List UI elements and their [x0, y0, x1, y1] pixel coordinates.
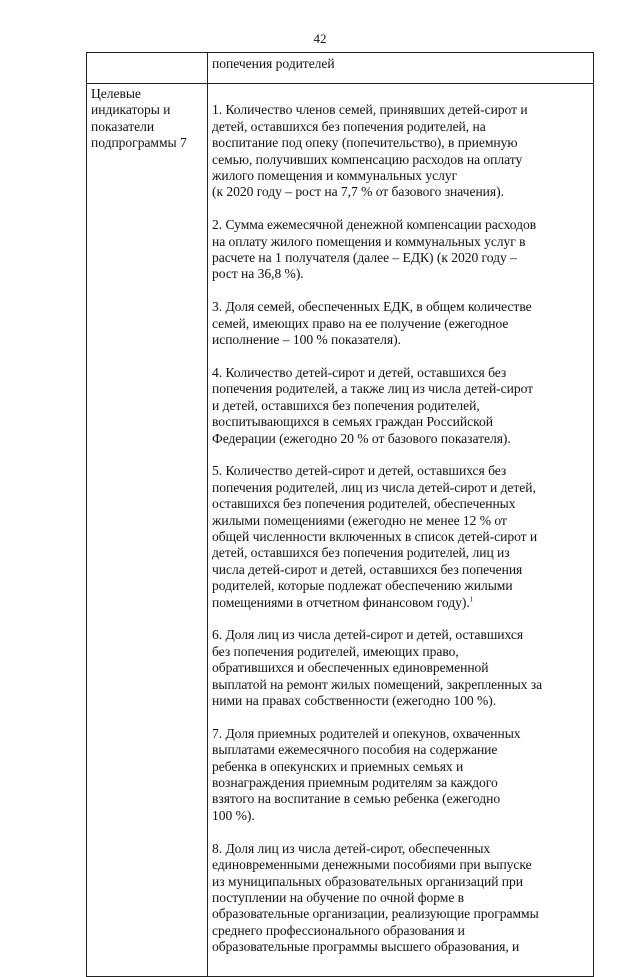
indicator-item-4: 4. Количество детей-сирот и детей, оставшихся без попечения родителей, а также лиц из числа детей-сирот и детей, оставшихся без попечения родителей, воспитывающихся в семьях граждан Российской Федерации (ежегодно 20 % от базового показателя). [212, 364, 534, 446]
footnote-marker: 1 [469, 595, 474, 604]
indicator-item-3: 3. Доля семей, обеспеченных ЕДК, в общем количестве семей, имеющих право на ее получение (ежегодное исполнение – 100 % показателя). [212, 299, 532, 348]
indicator-item-2: 2. Сумма ежемесячной денежной компенсации расходов на оплату жилого помещения и коммунальных услуг в расчете на 1 получателя (далее – ЕДК) (к 2020 году – рост на 36,8 %). [212, 217, 537, 282]
continuation-row [87, 53, 594, 84]
indicator-item-8: 8. Доля лиц из числа детей-сирот, обеспеченных единовременными денежными пособиями при выпуске из муниципальных образовательных организаций при поступлении на обучение по очной форме в образовательные организации, реализующие программы среднего профессионального образования и образовательные программы высшего образования, и [212, 840, 539, 955]
indicator-item-1: 1. Количество членов семей, принявших детей-сирот и детей, оставшихся без попечения родителей, на воспитание под опеку (попечительство), в приемную семью, получивших компенсацию расходов на оплату жилого помещения и коммунальных услуг (к 2020 году – рост на 7,7 % от базового значения). [212, 102, 528, 200]
indicator-list [208, 84, 594, 977]
section-label: Целевые индикаторы и показатели подпрограммы 7 [87, 84, 208, 977]
indicators-row [87, 84, 594, 977]
indicator-item-7: 7. Доля приемных родителей и опекунов, охваченных выплатами ежемесячного пособия на содержание ребенка в опекунских и приемных семьях и вознаграждения приемным родителям за каждого взятого на воспитание в семью ребенка (ежегодно 100 %). [212, 725, 521, 823]
indicators-table [86, 52, 594, 977]
page-number: 42 [313, 31, 327, 46]
continuation-cell: попечения родителей [208, 53, 594, 84]
indicator-item-5 [212, 463, 589, 611]
indicator-item-6: 6. Доля лиц из числа детей-сирот и детей, оставшихся без попечения родителей, имеющих право, обратившихся и обеспеченных единовременной выплатой на ремонт жилых помещений, закрепленных за ними на правах собственности (ежегодно 100 %). [212, 627, 543, 709]
indicator-item-5-text: 5. Количество детей-сирот и детей, оставшихся без попечения родителей, лиц из числа детей-сирот и детей, оставшихся без попечения родителей, обеспеченных жилыми помещениями (ежегодно не менее 12 % от общей численности включенных в список детей-сирот и детей, оставшихся без попечения родителей, лиц из числа детей-сирот и детей, оставшихся без попечения родителей, которые подлежат обеспечению жилыми помещениями в отчетном финансовом году). [212, 463, 538, 610]
empty-label-cell [87, 53, 208, 84]
